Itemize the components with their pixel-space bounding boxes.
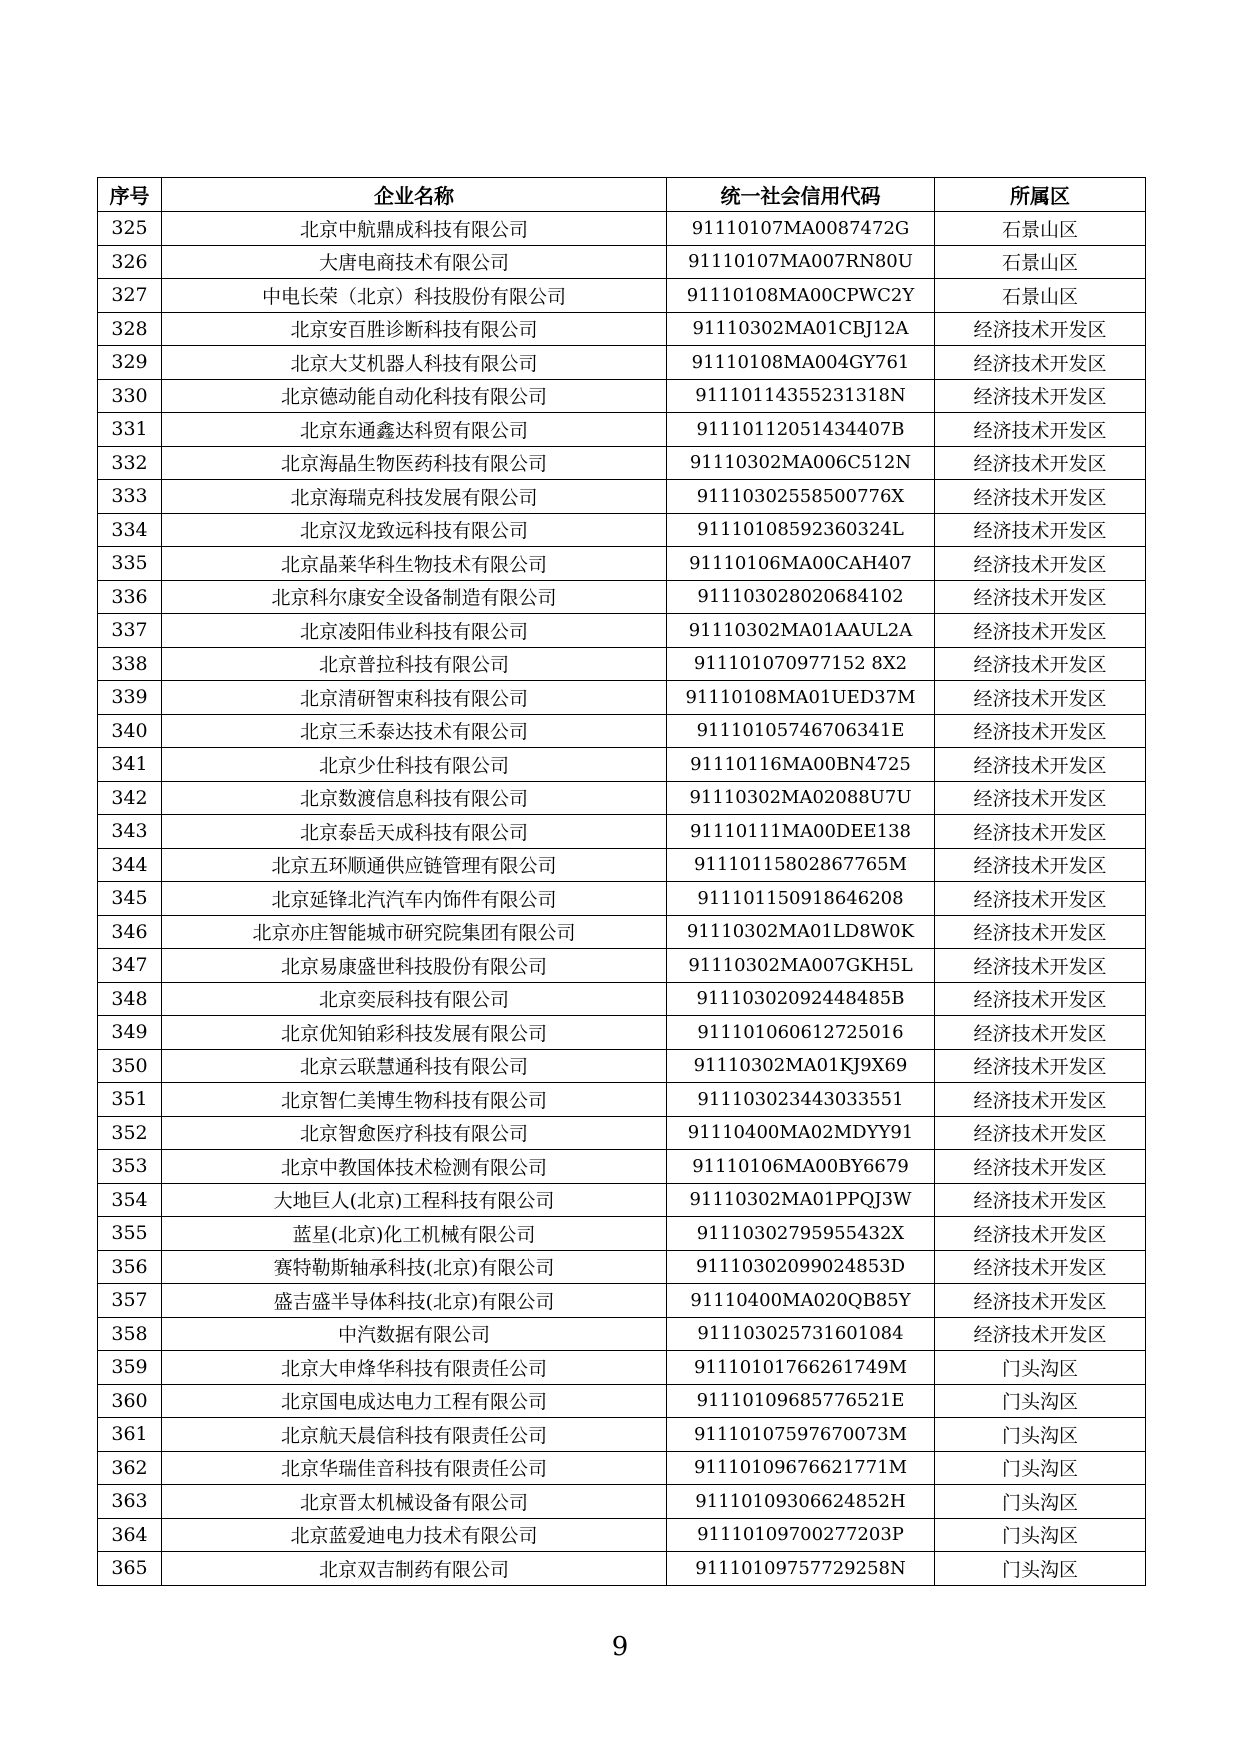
cell-seq: 363 xyxy=(98,1485,162,1519)
table-row xyxy=(98,1451,1146,1485)
cell-enterprise-name: 北京海瑞克科技发展有限公司 xyxy=(162,480,667,514)
header-district: 所属区 xyxy=(935,178,1146,212)
cell-credit-code: 91110302558500776X xyxy=(667,480,935,514)
cell-credit-code: 911103025731601084 xyxy=(667,1317,935,1351)
cell-credit-code: 91110109757729258N xyxy=(667,1552,935,1586)
cell-district: 经济技术开发区 xyxy=(935,781,1146,815)
table-row xyxy=(98,681,1146,715)
cell-credit-code: 91110115802867765M xyxy=(667,848,935,882)
cell-seq: 343 xyxy=(98,815,162,849)
cell-seq: 355 xyxy=(98,1217,162,1251)
table-row xyxy=(98,279,1146,313)
table-row xyxy=(98,915,1146,949)
table-row xyxy=(98,1317,1146,1351)
cell-enterprise-name: 北京延锋北汽汽车内饰件有限公司 xyxy=(162,882,667,916)
table-row xyxy=(98,647,1146,681)
cell-enterprise-name: 北京泰岳天成科技有限公司 xyxy=(162,815,667,849)
cell-enterprise-name: 大唐电商技术有限公司 xyxy=(162,245,667,279)
cell-enterprise-name: 北京五环顺通供应链管理有限公司 xyxy=(162,848,667,882)
cell-district: 门头沟区 xyxy=(935,1351,1146,1385)
cell-enterprise-name: 北京科尔康安全设备制造有限公司 xyxy=(162,580,667,614)
cell-seq: 339 xyxy=(98,681,162,715)
cell-credit-code: 91110108MA01UED37M xyxy=(667,681,935,715)
table-row xyxy=(98,1485,1146,1519)
cell-credit-code: 91110302MA006C512N xyxy=(667,446,935,480)
cell-credit-code: 91110109306624852H xyxy=(667,1485,935,1519)
table-row xyxy=(98,1284,1146,1318)
cell-district: 经济技术开发区 xyxy=(935,1116,1146,1150)
cell-district: 经济技术开发区 xyxy=(935,647,1146,681)
cell-district: 石景山区 xyxy=(935,279,1146,313)
cell-seq: 342 xyxy=(98,781,162,815)
cell-credit-code: 91110302099024853D xyxy=(667,1250,935,1284)
table-row xyxy=(98,848,1146,882)
cell-credit-code: 911101070977152 8X2 xyxy=(667,647,935,681)
cell-district: 门头沟区 xyxy=(935,1518,1146,1552)
cell-seq: 348 xyxy=(98,982,162,1016)
table-row xyxy=(98,346,1146,380)
table-row xyxy=(98,1083,1146,1117)
cell-district: 经济技术开发区 xyxy=(935,848,1146,882)
cell-enterprise-name: 北京东通鑫达科贸有限公司 xyxy=(162,413,667,447)
cell-credit-code: 911103028020684102 xyxy=(667,580,935,614)
cell-district: 石景山区 xyxy=(935,245,1146,279)
table-row xyxy=(98,1518,1146,1552)
cell-district: 经济技术开发区 xyxy=(935,580,1146,614)
cell-credit-code: 91110302795955432X xyxy=(667,1217,935,1251)
cell-district: 经济技术开发区 xyxy=(935,1150,1146,1184)
cell-enterprise-name: 北京优知铂彩科技发展有限公司 xyxy=(162,1016,667,1050)
cell-district: 经济技术开发区 xyxy=(935,982,1146,1016)
table-row xyxy=(98,446,1146,480)
table-row xyxy=(98,1552,1146,1586)
cell-district: 经济技术开发区 xyxy=(935,379,1146,413)
cell-seq: 356 xyxy=(98,1250,162,1284)
cell-credit-code: 91110116MA00BN4725 xyxy=(667,748,935,782)
cell-enterprise-name: 北京普拉科技有限公司 xyxy=(162,647,667,681)
cell-enterprise-name: 北京航天晨信科技有限责任公司 xyxy=(162,1418,667,1452)
cell-seq: 361 xyxy=(98,1418,162,1452)
cell-credit-code: 91110108MA004GY761 xyxy=(667,346,935,380)
cell-enterprise-name: 北京大申烽华科技有限责任公司 xyxy=(162,1351,667,1385)
cell-credit-code: 91110105746706341E xyxy=(667,714,935,748)
cell-enterprise-name: 北京奕辰科技有限公司 xyxy=(162,982,667,1016)
cell-district: 门头沟区 xyxy=(935,1451,1146,1485)
table-row xyxy=(98,379,1146,413)
cell-district: 经济技术开发区 xyxy=(935,915,1146,949)
cell-district: 经济技术开发区 xyxy=(935,1016,1146,1050)
cell-credit-code: 91110302MA01LD8W0K xyxy=(667,915,935,949)
cell-credit-code: 91110106MA00BY6679 xyxy=(667,1150,935,1184)
cell-enterprise-name: 盛吉盛半导体科技(北京)有限公司 xyxy=(162,1284,667,1318)
cell-seq: 330 xyxy=(98,379,162,413)
cell-enterprise-name: 北京国电成达电力工程有限公司 xyxy=(162,1384,667,1418)
table-row xyxy=(98,1116,1146,1150)
cell-enterprise-name: 北京华瑞佳音科技有限责任公司 xyxy=(162,1451,667,1485)
cell-seq: 362 xyxy=(98,1451,162,1485)
cell-district: 经济技术开发区 xyxy=(935,815,1146,849)
cell-enterprise-name: 北京数渡信息科技有限公司 xyxy=(162,781,667,815)
header-credit-code: 统一社会信用代码 xyxy=(667,178,935,212)
cell-enterprise-name: 蓝星(北京)化工机械有限公司 xyxy=(162,1217,667,1251)
cell-enterprise-name: 北京德动能自动化科技有限公司 xyxy=(162,379,667,413)
cell-credit-code: 91110101766261749M xyxy=(667,1351,935,1385)
cell-seq: 325 xyxy=(98,212,162,246)
cell-seq: 357 xyxy=(98,1284,162,1318)
cell-seq: 346 xyxy=(98,915,162,949)
cell-enterprise-name: 北京清研智束科技有限公司 xyxy=(162,681,667,715)
cell-credit-code: 91110114355231318N xyxy=(667,379,935,413)
cell-seq: 341 xyxy=(98,748,162,782)
cell-credit-code: 91110302MA01AAUL2A xyxy=(667,614,935,648)
cell-seq: 336 xyxy=(98,580,162,614)
cell-district: 经济技术开发区 xyxy=(935,547,1146,581)
cell-enterprise-name: 北京中教国体技术检测有限公司 xyxy=(162,1150,667,1184)
cell-enterprise-name: 北京蓝爱迪电力技术有限公司 xyxy=(162,1518,667,1552)
cell-credit-code: 91110109685776521E xyxy=(667,1384,935,1418)
table-row xyxy=(98,312,1146,346)
cell-credit-code: 91110107597670073M xyxy=(667,1418,935,1452)
cell-district: 经济技术开发区 xyxy=(935,1250,1146,1284)
cell-seq: 347 xyxy=(98,949,162,983)
header-enterprise-name: 企业名称 xyxy=(162,178,667,212)
table-row xyxy=(98,982,1146,1016)
cell-seq: 350 xyxy=(98,1049,162,1083)
cell-enterprise-name: 北京易康盛世科技股份有限公司 xyxy=(162,949,667,983)
cell-district: 经济技术开发区 xyxy=(935,513,1146,547)
cell-seq: 332 xyxy=(98,446,162,480)
table-row xyxy=(98,1418,1146,1452)
cell-district: 经济技术开发区 xyxy=(935,1083,1146,1117)
cell-enterprise-name: 北京亦庄智能城市研究院集团有限公司 xyxy=(162,915,667,949)
cell-seq: 352 xyxy=(98,1116,162,1150)
cell-enterprise-name: 北京少仕科技有限公司 xyxy=(162,748,667,782)
cell-credit-code: 91110109676621771M xyxy=(667,1451,935,1485)
cell-district: 经济技术开发区 xyxy=(935,446,1146,480)
table-body xyxy=(98,212,1146,1586)
cell-seq: 349 xyxy=(98,1016,162,1050)
cell-seq: 365 xyxy=(98,1552,162,1586)
cell-credit-code: 911103023443033551 xyxy=(667,1083,935,1117)
table-row xyxy=(98,413,1146,447)
cell-seq: 335 xyxy=(98,547,162,581)
cell-enterprise-name: 北京晶莱华科生物技术有限公司 xyxy=(162,547,667,581)
table-row xyxy=(98,1183,1146,1217)
table-row xyxy=(98,714,1146,748)
cell-credit-code: 91110400MA020QB85Y xyxy=(667,1284,935,1318)
cell-district: 石景山区 xyxy=(935,212,1146,246)
cell-seq: 359 xyxy=(98,1351,162,1385)
cell-district: 经济技术开发区 xyxy=(935,1284,1146,1318)
table-row xyxy=(98,815,1146,849)
cell-credit-code: 91110302092448485B xyxy=(667,982,935,1016)
cell-district: 经济技术开发区 xyxy=(935,748,1146,782)
table-row xyxy=(98,1049,1146,1083)
cell-enterprise-name: 北京双吉制药有限公司 xyxy=(162,1552,667,1586)
cell-credit-code: 91110302MA007GKH5L xyxy=(667,949,935,983)
cell-seq: 358 xyxy=(98,1317,162,1351)
table-row xyxy=(98,480,1146,514)
cell-credit-code: 91110108592360324L xyxy=(667,513,935,547)
table-row xyxy=(98,882,1146,916)
cell-district: 经济技术开发区 xyxy=(935,949,1146,983)
cell-credit-code: 91110108MA00CPWC2Y xyxy=(667,279,935,313)
cell-credit-code: 91110302MA01CBJ12A xyxy=(667,312,935,346)
table-row xyxy=(98,1150,1146,1184)
cell-district: 经济技术开发区 xyxy=(935,714,1146,748)
cell-seq: 338 xyxy=(98,647,162,681)
cell-enterprise-name: 北京汉龙致远科技有限公司 xyxy=(162,513,667,547)
table-row xyxy=(98,513,1146,547)
cell-enterprise-name: 中汽数据有限公司 xyxy=(162,1317,667,1351)
cell-seq: 364 xyxy=(98,1518,162,1552)
cell-credit-code: 91110302MA01KJ9X69 xyxy=(667,1049,935,1083)
table-row xyxy=(98,212,1146,246)
cell-district: 门头沟区 xyxy=(935,1384,1146,1418)
table-row xyxy=(98,614,1146,648)
cell-seq: 345 xyxy=(98,882,162,916)
cell-enterprise-name: 北京中航鼎成科技有限公司 xyxy=(162,212,667,246)
cell-enterprise-name: 赛特勒斯轴承科技(北京)有限公司 xyxy=(162,1250,667,1284)
cell-seq: 328 xyxy=(98,312,162,346)
cell-seq: 354 xyxy=(98,1183,162,1217)
cell-seq: 340 xyxy=(98,714,162,748)
cell-enterprise-name: 北京海晶生物医药科技有限公司 xyxy=(162,446,667,480)
cell-seq: 344 xyxy=(98,848,162,882)
cell-seq: 327 xyxy=(98,279,162,313)
header-seq: 序号 xyxy=(98,178,162,212)
table-header-row xyxy=(98,178,1146,212)
cell-district: 经济技术开发区 xyxy=(935,1317,1146,1351)
table-row xyxy=(98,547,1146,581)
cell-seq: 353 xyxy=(98,1150,162,1184)
cell-credit-code: 911101150918646208 xyxy=(667,882,935,916)
cell-credit-code: 911101060612725016 xyxy=(667,1016,935,1050)
table-row xyxy=(98,1351,1146,1385)
cell-district: 门头沟区 xyxy=(935,1552,1146,1586)
cell-district: 经济技术开发区 xyxy=(935,681,1146,715)
cell-enterprise-name: 北京晋太机械设备有限公司 xyxy=(162,1485,667,1519)
cell-credit-code: 91110107MA007RN80U xyxy=(667,245,935,279)
cell-district: 经济技术开发区 xyxy=(935,346,1146,380)
table-row xyxy=(98,781,1146,815)
cell-seq: 360 xyxy=(98,1384,162,1418)
cell-seq: 329 xyxy=(98,346,162,380)
cell-seq: 337 xyxy=(98,614,162,648)
table-row xyxy=(98,1217,1146,1251)
cell-district: 经济技术开发区 xyxy=(935,1217,1146,1251)
table-row xyxy=(98,1250,1146,1284)
cell-district: 经济技术开发区 xyxy=(935,413,1146,447)
table-row xyxy=(98,245,1146,279)
enterprise-table xyxy=(97,177,1146,1586)
table-row xyxy=(98,748,1146,782)
cell-credit-code: 91110111MA00DEE138 xyxy=(667,815,935,849)
page-number: 9 xyxy=(611,1632,629,1662)
table-row xyxy=(98,949,1146,983)
cell-district: 经济技术开发区 xyxy=(935,1049,1146,1083)
cell-credit-code: 91110302MA02088U7U xyxy=(667,781,935,815)
cell-credit-code: 91110107MA0087472G xyxy=(667,212,935,246)
cell-credit-code: 91110112051434407B xyxy=(667,413,935,447)
cell-enterprise-name: 北京智愈医疗科技有限公司 xyxy=(162,1116,667,1150)
cell-seq: 351 xyxy=(98,1083,162,1117)
cell-enterprise-name: 中电长荣（北京）科技股份有限公司 xyxy=(162,279,667,313)
cell-enterprise-name: 北京大艾机器人科技有限公司 xyxy=(162,346,667,380)
cell-credit-code: 91110109700277203P xyxy=(667,1518,935,1552)
cell-district: 门头沟区 xyxy=(935,1418,1146,1452)
cell-district: 经济技术开发区 xyxy=(935,1183,1146,1217)
cell-enterprise-name: 北京云联慧通科技有限公司 xyxy=(162,1049,667,1083)
cell-seq: 326 xyxy=(98,245,162,279)
cell-enterprise-name: 北京安百胜诊断科技有限公司 xyxy=(162,312,667,346)
cell-district: 门头沟区 xyxy=(935,1485,1146,1519)
cell-enterprise-name: 北京三禾泰达技术有限公司 xyxy=(162,714,667,748)
table-row xyxy=(98,1384,1146,1418)
table-row xyxy=(98,580,1146,614)
cell-district: 经济技术开发区 xyxy=(935,614,1146,648)
cell-seq: 333 xyxy=(98,480,162,514)
cell-enterprise-name: 大地巨人(北京)工程科技有限公司 xyxy=(162,1183,667,1217)
cell-credit-code: 91110106MA00CAH407 xyxy=(667,547,935,581)
cell-enterprise-name: 北京智仁美博生物科技有限公司 xyxy=(162,1083,667,1117)
cell-credit-code: 91110400MA02MDYY91 xyxy=(667,1116,935,1150)
cell-district: 经济技术开发区 xyxy=(935,312,1146,346)
cell-seq: 334 xyxy=(98,513,162,547)
cell-seq: 331 xyxy=(98,413,162,447)
cell-credit-code: 91110302MA01PPQJ3W xyxy=(667,1183,935,1217)
cell-enterprise-name: 北京凌阳伟业科技有限公司 xyxy=(162,614,667,648)
table-row xyxy=(98,1016,1146,1050)
cell-district: 经济技术开发区 xyxy=(935,480,1146,514)
cell-district: 经济技术开发区 xyxy=(935,882,1146,916)
